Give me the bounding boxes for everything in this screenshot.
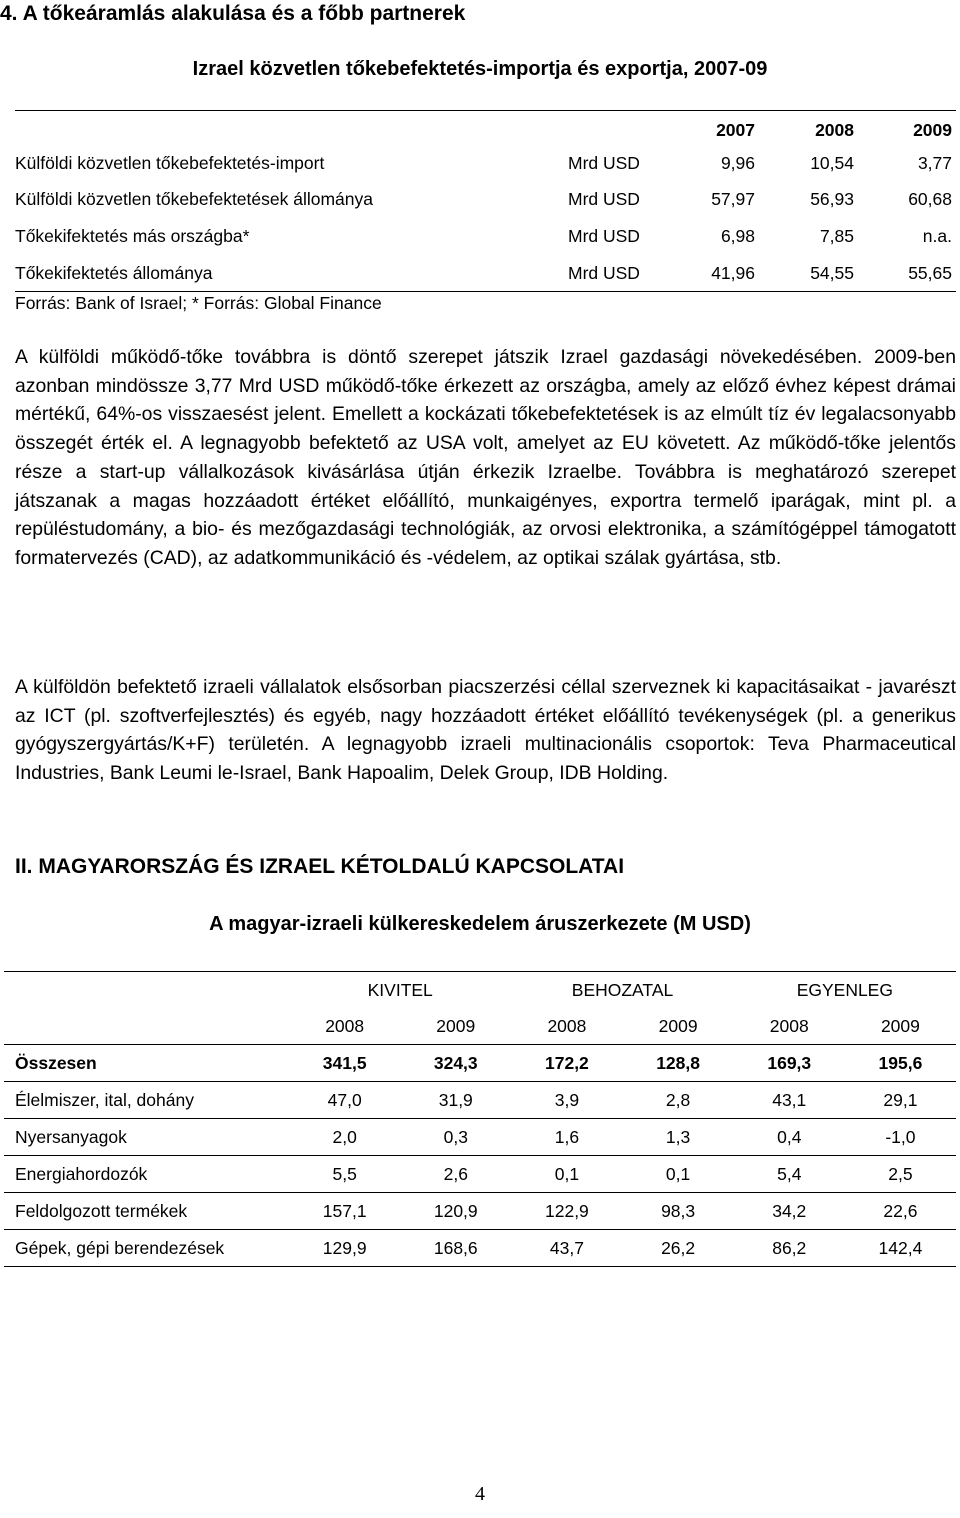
row-value: 43,1	[734, 1082, 845, 1119]
trade-structure-table	[4, 971, 956, 1267]
row-value: 41,96	[711, 263, 755, 283]
body-paragraph: A külföldi működő-tőke továbbra is döntő szerepet játszik Izrael gazdasági növekedésében. 2009-ben azonban mindössze 3,77 Mrd USD működő-tőke érkezett az országba, amely az előző évhez képest drámai mértékű, 64%-os visszaesést jelent. Emellett a kockázati tőkebefektetések is az elmúlt tíz év legalacsonyabb összegét érték el. A legnagyobb befektető az USA volt, amelyet az EU követett. Az működő-tőke jelentős része a start-up vállalkozások kivásárlása útján érkezik Izraelbe. Továbbra is meghatározó szerepet játszanak a magas hozzáadott értéket előállító, munkaigényes, exportra termelő iparágak, mint pl. a repüléstudomány, a bio- és mezőgazdasági technológiák, az orvosi elektronika, a számítógéppel támogatott formatervezés (CAD), az adatkommunikáció és -védelem, az optikai szálak gyártása, stb.	[15, 346, 956, 569]
table-row	[4, 1119, 956, 1156]
row-label: Összesen	[4, 1045, 289, 1082]
row-value: 31,9	[400, 1082, 511, 1119]
row-value: 34,2	[734, 1193, 845, 1230]
row-label: Gépek, gépi berendezések	[4, 1230, 289, 1267]
row-value: 43,7	[511, 1230, 622, 1267]
table-row	[4, 1230, 956, 1267]
row-value: 54,55	[810, 263, 854, 283]
row-value: 128,8	[623, 1045, 734, 1082]
table-source-note: Forrás: Bank of Israel; * Forrás: Global Finance	[15, 293, 382, 313]
year-header: 2009	[913, 120, 952, 140]
table1-title: Izrael közvetlen tőkebefektetés-importja és exportja, 2007-09	[192, 58, 768, 80]
year-header: 2008	[815, 120, 854, 140]
row-label: Feldolgozott termékek	[4, 1193, 289, 1230]
table-row	[4, 1045, 956, 1082]
row-value: 0,1	[511, 1156, 622, 1193]
row-value: 57,97	[711, 189, 755, 209]
row-value: 2,5	[845, 1156, 956, 1193]
page-number: 4	[475, 1483, 485, 1505]
table2-title: A magyar-izraeli külkereskedelem áruszerkezete (M USD)	[209, 913, 751, 935]
row-value: 60,68	[908, 189, 952, 209]
year-header: 2007	[716, 120, 755, 140]
row-value: 169,3	[734, 1045, 845, 1082]
table-row	[4, 1156, 956, 1193]
year-header: 2008	[734, 1008, 845, 1045]
year-header: 2009	[623, 1008, 734, 1045]
row-label: Nyersanyagok	[4, 1119, 289, 1156]
table-row	[4, 1082, 956, 1119]
row-value: 1,6	[511, 1119, 622, 1156]
row-value: 22,6	[845, 1193, 956, 1230]
row-label: Tőkekifektetés állománya	[15, 263, 213, 283]
row-value: 98,3	[623, 1193, 734, 1230]
row-value: 142,4	[845, 1230, 956, 1267]
row-value: 172,2	[511, 1045, 622, 1082]
row-value: 341,5	[289, 1045, 400, 1082]
year-header: 2009	[845, 1008, 956, 1045]
section-heading: 4. A tőkeáramlás alakulása és a főbb partnerek	[0, 2, 466, 25]
row-value: 122,9	[511, 1193, 622, 1230]
row-value: 56,93	[810, 189, 854, 209]
row-unit: Mrd USD	[568, 153, 640, 173]
row-unit: Mrd USD	[568, 226, 640, 246]
table-rule-top	[15, 110, 956, 111]
row-value: 324,3	[400, 1045, 511, 1082]
table-row	[15, 145, 956, 181]
row-value: 3,9	[511, 1082, 622, 1119]
table-header-row	[15, 112, 956, 148]
row-label: Külföldi közvetlen tőkebefektetés-import	[15, 153, 325, 173]
row-label: Élelmiszer, ital, dohány	[4, 1082, 289, 1119]
group-header: EGYENLEG	[734, 972, 956, 1009]
row-value: 3,77	[917, 153, 952, 173]
row-value: 47,0	[289, 1082, 400, 1119]
row-value: 6,98	[720, 226, 755, 246]
row-label: Külföldi közvetlen tőkebefektetések állománya	[15, 189, 373, 209]
row-label: Energiahordozók	[4, 1156, 289, 1193]
row-value: 9,96	[720, 153, 755, 173]
body-paragraph: A külföldön befektető izraeli vállalatok elsősorban piacszerzési céllal szerveznek ki kapacitásaikat - javarészt az ICT (pl. szoftverfejlesztés) és egyéb, nagy hozzáadott értéket előállító tevékenységek (pl. a generikus gyógyszergyártás/K+F) területén. A legnagyobb izraeli multinacionális csoportok: Teva Pharmaceutical Industries, Bank Leumi le-Israel, Bank Hapoalim, Delek Group, IDB Holding.	[15, 676, 956, 785]
row-value: 2,8	[623, 1082, 734, 1119]
row-value: 5,4	[734, 1156, 845, 1193]
row-value: 0,3	[400, 1119, 511, 1156]
row-value: 26,2	[623, 1230, 734, 1267]
year-header: 2008	[511, 1008, 622, 1045]
row-value: 7,85	[819, 226, 854, 246]
row-value: 5,5	[289, 1156, 400, 1193]
table-row	[4, 1193, 956, 1230]
table-row	[15, 218, 956, 254]
year-header: 2008	[289, 1008, 400, 1045]
row-value: 2,0	[289, 1119, 400, 1156]
row-value: 0,1	[623, 1156, 734, 1193]
section2-heading: II. MAGYARORSZÁG ÉS IZRAEL KÉTOLDALÚ KAPCSOLATAI	[15, 855, 625, 878]
year-header: 2009	[400, 1008, 511, 1045]
row-value: 55,65	[908, 263, 952, 283]
row-value: 2,6	[400, 1156, 511, 1193]
row-label: Tőkekifektetés más országba*	[15, 226, 250, 246]
group-header: KIVITEL	[289, 972, 511, 1009]
row-value: 1,3	[623, 1119, 734, 1156]
table-year-row	[4, 1008, 956, 1045]
row-value: n.a.	[922, 226, 952, 246]
row-unit: Mrd USD	[568, 263, 640, 283]
table-group-row	[4, 972, 956, 1009]
row-unit: Mrd USD	[568, 189, 640, 209]
row-value: 86,2	[734, 1230, 845, 1267]
row-value: -1,0	[845, 1119, 956, 1156]
row-value: 10,54	[810, 153, 854, 173]
row-value: 120,9	[400, 1193, 511, 1230]
row-value: 195,6	[845, 1045, 956, 1082]
row-value: 129,9	[289, 1230, 400, 1267]
row-value: 29,1	[845, 1082, 956, 1119]
table-row	[15, 255, 956, 291]
table-row	[15, 181, 956, 217]
row-value: 0,4	[734, 1119, 845, 1156]
row-value: 168,6	[400, 1230, 511, 1267]
group-header: BEHOZATAL	[511, 972, 733, 1009]
row-value: 157,1	[289, 1193, 400, 1230]
